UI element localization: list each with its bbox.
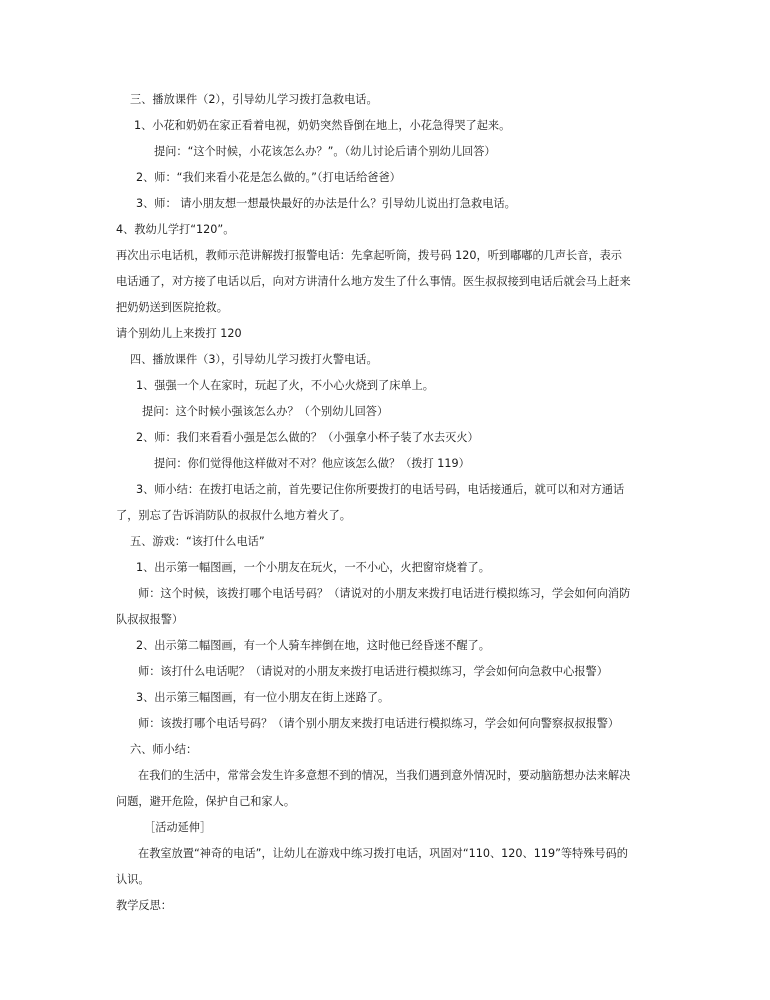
paragraph-line: 电话通了，对方接了电话以后，向对方讲清什么地方发生了什么事情。医生叔叔接到电话后就会马上赶来 (116, 275, 631, 288)
paragraph-line: 1、强强一个人在家时，玩起了火，不小心火烧到了床单上。 (136, 379, 434, 392)
section-heading-4: 四、播放课件（3），引导幼儿学习拨打火警电话。 (130, 353, 378, 366)
paragraph-line: 2、出示第二幅图画，有一个人骑车摔倒在地，这时他已经昏迷不醒了。 (136, 639, 490, 652)
paragraph-line: 请个别幼儿上来拨打 120 (116, 327, 242, 340)
paragraph-line: 在我们的生活中，常常会发生许多意想不到的情况，当我们遇到意外情况时，要动脑筋想办法来解决 (138, 769, 631, 782)
paragraph-line: 3、师小结：在拨打电话之前，首先要记住你所要拨打的电话号码，电话接通后，就可以和对方通话 (136, 483, 625, 496)
paragraph-line: 师：该打什么电话呢？（请说对的小朋友来拨打电话进行模拟练习，学会如何向急救中心报警） (138, 665, 608, 678)
paragraph-line: 队叔叔报警） (116, 613, 184, 626)
paragraph-line: 1、小花和奶奶在家正看着电视，奶奶突然昏倒在地上，小花急得哭了起来。 (134, 119, 511, 132)
section-heading-3: 三、播放课件（2），引导幼儿学习拨打急救电话。 (130, 93, 378, 106)
paragraph-line: 把奶奶送到医院抢救。 (116, 301, 228, 314)
paragraph-line: 认识。 (116, 873, 150, 886)
paragraph-line: 4、教幼儿学打“120”。 (116, 223, 235, 236)
paragraph-line: 师：该拨打哪个电话号码？（请个别小朋友来拨打电话进行模拟练习，学会如何向警察叔叔报警） (138, 717, 620, 730)
teaching-reflection-heading: 教学反思： (116, 899, 172, 912)
paragraph-line: 问题，避开危险，保护自己和家人。 (116, 795, 296, 808)
paragraph-line: 2、师：我们来看看小强是怎么做的？（小强拿小杯子装了水去灭火） (136, 431, 479, 444)
paragraph-line: 再次出示电话机，教师示范讲解拨打报警电话：先拿起听筒，拨号码 120，听到嘟嘟的几声长音，表示 (116, 249, 622, 262)
paragraph-line: 2、师：“我们来看小花是怎么做的。”（打电话给爸爸） (136, 171, 401, 184)
paragraph-line: 师：这个时候，该拨打哪个电话号码？（请说对的小朋友来拨打电话进行模拟练习，学会如何向消防 (138, 587, 631, 600)
paragraph-line: 3、师： 请小朋友想一想最快最好的办法是什么？引导幼儿说出打急救电话。 (136, 197, 516, 210)
paragraph-line: 提问：这个时候小强该怎么办？（个别幼儿回答） (142, 405, 389, 418)
paragraph-line: 3、出示第三幅图画，有一位小朋友在街上迷路了。 (136, 691, 390, 704)
paragraph-line: 提问：“这个时候，小花该怎么办？”。（幼儿讨论后请个别幼儿回答） (154, 145, 496, 158)
paragraph-line: 1、出示第一幅图画，一个小朋友在玩火，一不小心，火把窗帘烧着了。 (136, 561, 490, 574)
paragraph-line: 提问：你们觉得他这样做对不对？他应该怎么做？（拨打 119） (154, 457, 470, 470)
paragraph-line: 在教室放置“神奇的电话”，让幼儿在游戏中练习拨打电话，巩固对“110、120、119”等特殊号码的 (138, 847, 628, 860)
section-heading-6: 六、师小结： (130, 743, 198, 756)
paragraph-line: 了，别忘了告诉消防队的叔叔什么地方着火了。 (116, 509, 351, 522)
section-heading-5: 五、游戏：“该打什么电话” (130, 535, 265, 548)
activity-extension-heading: ［活动延伸］ (144, 821, 212, 834)
